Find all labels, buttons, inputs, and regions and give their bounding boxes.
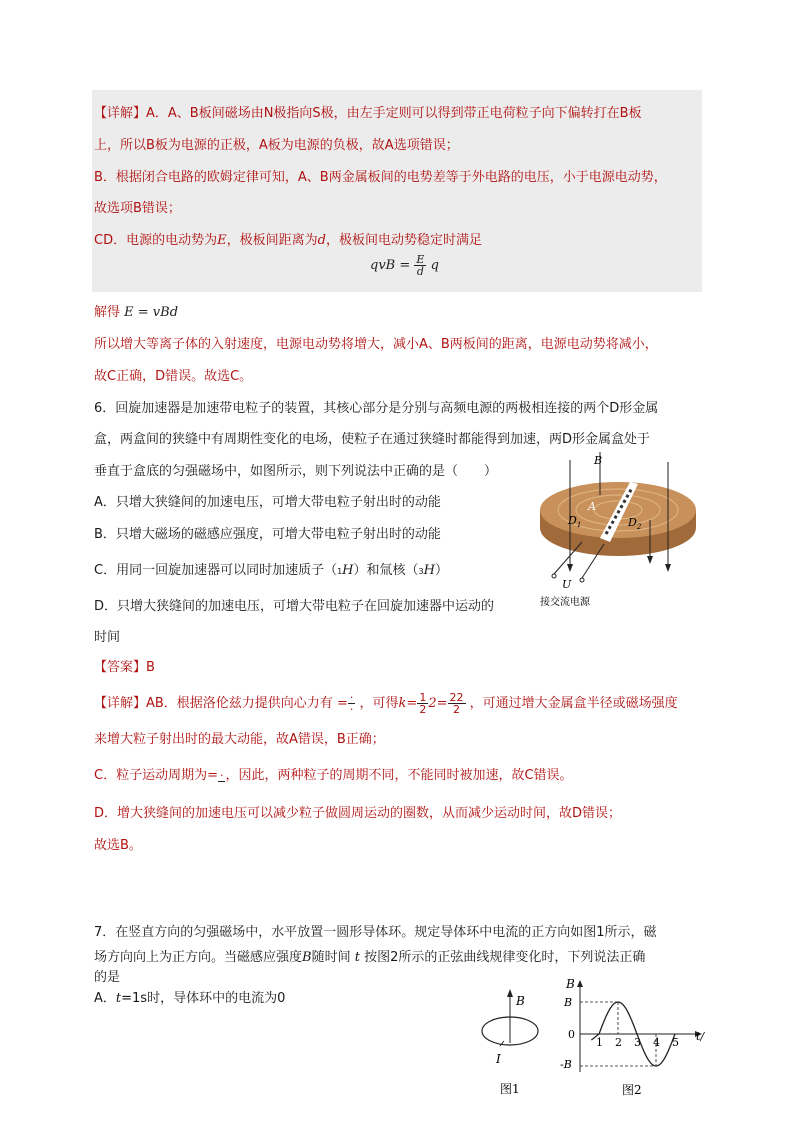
exp6-c: C．粒子运动周期为= · ，因此，两种粒子的周期不同，不能同时被加速，故C错误。 xyxy=(94,768,573,783)
arrow-icon xyxy=(567,564,573,572)
fig1-caption: 图1 xyxy=(500,1082,520,1096)
solve-line: 解得 E = vBd xyxy=(94,305,179,320)
q7-stem-3: 的是 xyxy=(94,970,121,985)
equation-qvB: qvB = $\frac{E}{d}$ q xyxy=(370,253,439,278)
fig1-label-i: I xyxy=(496,1052,501,1066)
label-d1: $D_1$ xyxy=(568,514,582,529)
label-a: A xyxy=(588,500,596,513)
fig2-b-pos: B xyxy=(564,996,573,1009)
fig2-zero: 0 xyxy=(568,1028,575,1041)
q6-answer: 【答案】B xyxy=(94,660,155,675)
q6-option-b: B．只增大磁场的磁感应强度，可增大带电粒子射出时的动能 xyxy=(94,527,441,542)
q6-option-a: A．只增大狭缝间的加速电压，可增大带电粒子射出时的动能 xyxy=(94,495,441,510)
terminal xyxy=(552,574,556,578)
arrow-up-icon xyxy=(507,989,513,997)
q6-stem-1: 6．回旋加速器是加速带电粒子的装置，其核心部分是分别与高频电源的两极相连接的两个D形金属 xyxy=(94,401,659,416)
label-u: U xyxy=(562,578,572,591)
q6-option-c: C．用同一回旋加速器可以同时加速质子（1H）和氚核（3H） xyxy=(94,563,448,578)
q7-stem-2: 场方向向上为正方向。当磁感应强度B随时间 t 按图2所示的正弦曲线规律变化时，下列说法正确 xyxy=(94,950,646,965)
fig2-caption: 图2 xyxy=(622,1083,642,1097)
fig2-xlabel: t/ xyxy=(696,1030,705,1043)
arrow-icon xyxy=(665,564,671,572)
fig2-tick-5: 5 xyxy=(672,1036,679,1049)
exp-line-8: 故C正确，D错误。故选C。 xyxy=(94,369,253,384)
fig2-ylabel: B xyxy=(566,977,575,991)
exp6-d: D．增大狭缝间的加速电压可以减少粒子做圆周运动的圈数，从而减少运动时间，故D错误； xyxy=(94,806,622,821)
exp6-ab: 【详解】AB．根据洛伦兹力提供向心力有 = $\frac{\cdot}{\cdot}$ ，可得k= $\frac{1}{2}$ 2= $\frac{22}{2}$ ，可通过增大金属盒半径或磁场强度 xyxy=(94,691,678,716)
fig2-tick-2: 2 xyxy=(615,1036,622,1049)
fig1-label-b: B xyxy=(516,994,525,1008)
fig2-b-neg: -B xyxy=(560,1058,572,1071)
terminal xyxy=(580,578,584,582)
fig-caption: 接交流电源 xyxy=(540,597,590,608)
arrow-icon xyxy=(647,556,653,564)
cyclotron-figure xyxy=(530,450,710,610)
label-d2: $D_2$ xyxy=(628,516,642,531)
y-axis-arrow-icon xyxy=(577,980,583,987)
exp-line-4: 故选项B错误； xyxy=(94,201,181,216)
q6-option-d-1: D．只增大狭缝间的加速电压，可增大带电粒子在回旋加速器中运动的 xyxy=(94,599,495,614)
q7-stem-1: 7．在竖直方向的匀强磁场中，水平放置一圆形导体环。规定导体环中电流的正方向如图1所示，磁 xyxy=(94,925,657,940)
exp-line-2: 上，所以B板为电源的正极，A板为电源的负极，故A选项错误； xyxy=(94,138,459,153)
figure-2-graph xyxy=(556,972,716,1100)
exp6-choose: 故选B。 xyxy=(94,838,142,853)
q6-option-d-2: 时间 xyxy=(94,630,121,645)
fig2-tick-3: 3 xyxy=(634,1036,641,1049)
fig2-tick-4: 4 xyxy=(653,1036,660,1049)
q6-stem-2: 盒，两盒间的狭缝中有周期性变化的电场，使粒子在通过狭缝时都能得到加速，两D形金属盒处于 xyxy=(94,432,651,447)
exp-line-1: 【详解】A．A、B板间磁场由N极指向S极，由左手定则可以得到带正电荷粒子向下偏转打在B板 xyxy=(94,106,642,121)
label-b: B xyxy=(594,454,603,467)
fig2-tick-1: 1 xyxy=(596,1036,603,1049)
exp-line-3: B．根据闭合电路的欧姆定律可知，A、B两金属板间的电势差等于外电路的电压，小于电源电动势， xyxy=(94,170,667,185)
exp-line-7: 所以增大等离子体的入射速度，电源电动势将增大，减小A、B两板间的距离，电源电动势将减小， xyxy=(94,337,658,352)
exp-line-5: CD．电源的电动势为E，极板间距离为d，极板间电动势稳定时满足 xyxy=(94,233,482,248)
q6-stem-3: 垂直于盒底的匀强磁场中，如图所示，则下列说法中正确的是（ ） xyxy=(94,464,498,479)
figure-1-ring xyxy=(474,985,554,1100)
q7-option-a: A．t=1s时，导体环中的电流为0 xyxy=(94,991,286,1006)
exp6-ab-2: 来增大粒子射出时的最大动能，故A错误，B正确； xyxy=(94,732,385,747)
current-arrow xyxy=(500,1041,504,1046)
